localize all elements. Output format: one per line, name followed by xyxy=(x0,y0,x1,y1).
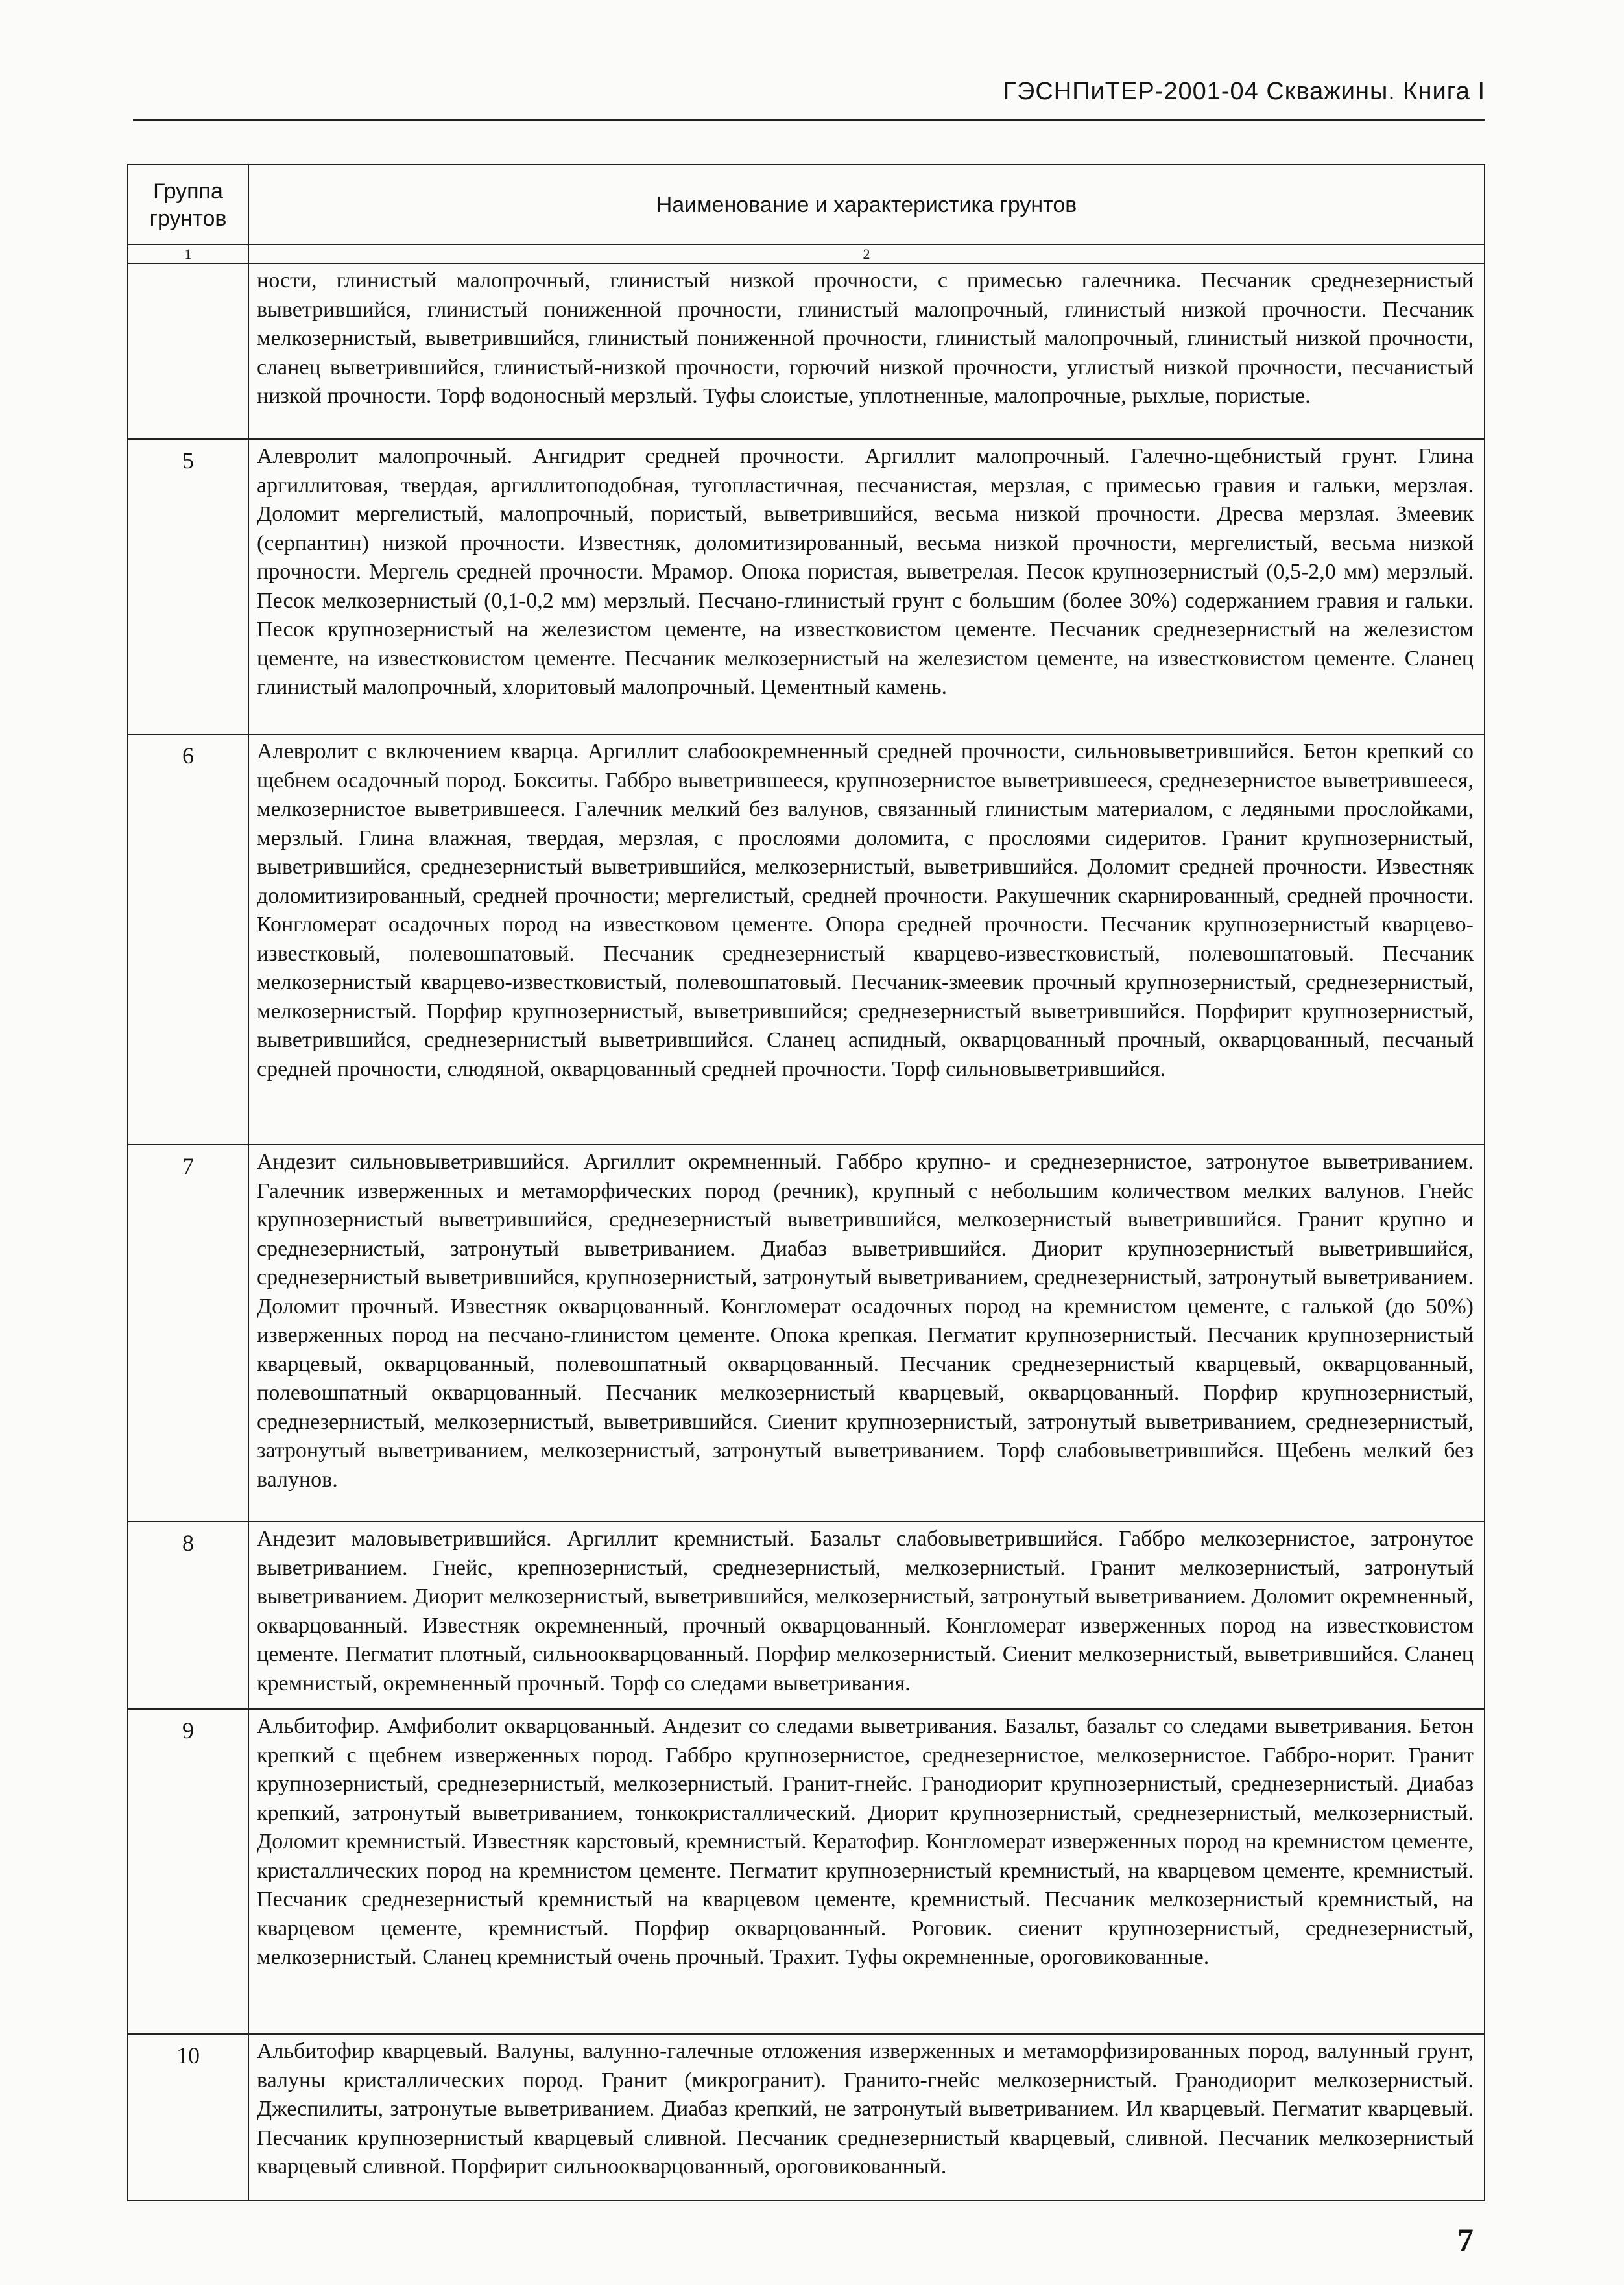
soil-description: Альбитофир. Амфиболит окварцованный. Андезит со следами выветривания. Базальт, базальт со следами выветривания. Бетон крепкий с щебнем изверженных пород. Габбро крупнозернистое, среднезернистое, мелкозернистое. Габбро-норит. Гранит крупнозернистый, среднезернистый, мелкозернистый. Гранит-гнейс. Гранодиорит крупнозернистый, среднезернистый. Диабаз крепкий, затронутый выветриванием, тонкокристаллический. Диорит крупнозернистый, среднезернистый, мелкозернистый. Доломит кремнистый. Известняк карстовый, кремнистый. Кератофир. Конгломерат изверженных пород на кремнистом цементе, кристаллических пород на кремнистом цементе. Пегматит крупнозернистый кремнистый, на кварцевом цементе, кремнистый. Песчаник среднезернистый кремнистый на кварцевом цементе, кремнистый. Песчаник мелкозернистый кремнистый, на кварцевом цементе, кремнистый. Порфир окварцованный. Роговик. сиенит крупнозернистый, среднезернистый, мелкозернистый. Сланец кремнистый очень прочный. Трахит. Туфы окремненные, ороговикованные. xyxy=(248,1709,1485,2034)
soil-description: Андезит сильновыветрившийся. Аргиллит окремненный. Габбро крупно- и среднезернистое, затронутое выветриванием. Галечник изверженных и метаморфических пород (речник), крупный с небольшим количеством мелких валунов. Гнейс крупнозернистый выветрившийся, среднезернистый выветрившийся, мелкозернистый выветрившийся. Гранит крупно и среднезернистый, затронутый выветриванием. Диабаз выветрившийся. Диорит крупнозернистый выветрившийся, среднезернистый выветрившийся, крупнозернистый, затронутый выветриванием, среднезернистый, затронутый выветриванием. Доломит прочный. Известняк окварцованный. Конгломерат осадочных пород на кремнистом цементе, с галькой (до 50%) изверженных пород на песчано-глинистом цементе. Опока крепкая. Пегматит крупнозернистый. Песчаник крупнозернистый кварцевый, окварцованный, полевошпатный окварцованный. Песчаник среднезернистый кварцевый, окварцованный, полевошпатный окварцованный. Песчаник мелкозернистый кварцевый, окварцованный. Порфир крупнозернистый, среднезернистый, мелкозернистый, выветрившийся. Сиенит крупнозернистый, затронутый выветриванием, среднезернистый, затронутый выветриванием, мелкозернистый, затронутый выветриванием. Торф слабовыветрившийся. Щебень мелкий без валунов. xyxy=(248,1145,1485,1522)
group-number: 9 xyxy=(128,1709,248,2034)
group-number: 10 xyxy=(128,2034,248,2201)
table-row xyxy=(128,263,1485,439)
soil-groups-table xyxy=(127,164,1485,2201)
group-number xyxy=(128,263,248,439)
column-header-group: Группа грунтов xyxy=(128,165,248,245)
soil-description: ности, глинистый малопрочный, глинистый низкой прочности, с примесью галечника. Песчаник среднезернистый выветрившийся, глинистый пониженной прочности, глинистый малопрочный, глинистый низкой прочности. Песчаник мелкозернистый, выветрившийся, глинистый пониженной прочности, глинистый малопрочный, глинистый низкой прочности, сланец выветрившийся, глинистый-низкой прочности, горючий низкой прочности, углистый низкой прочности, песчанистый низкой прочности. Торф водоносный мерзлый. Туфы слоистые, уплотненные, малопрочные, рыхлые, пористые. xyxy=(248,263,1485,439)
soil-description: Альбитофир кварцевый. Валуны, валунно-галечные отложения изверженных и метаморфизированных пород, валунный грунт, валуны кристаллических пород. Гранит (микрогранит). Гранито-гнейс мелкозернистый. Гранодиорит мелкозернистый. Джеспилиты, затронутые выветриванием. Диабаз крепкий, не затронутый выветриванием. Ил кварцевый. Пегматит кварцевый. Песчаник крупнозернистый кварцевый сливной. Песчаник среднезернистый кварцевый, сливной. Песчаник мелкозернистый кварцевый сливной. Порфирит сильноокварцованный, ороговикованный. xyxy=(248,2034,1485,2201)
table-row xyxy=(128,439,1485,734)
soil-description: Андезит маловыветрившийся. Аргиллит кремнистый. Базальт слабовыветрившийся. Габбро мелкозернистое, затронутое выветриванием. Гнейс, крепнозернистый, среднезернистый, мелкозернистый. Гранит мелкозернистый, затронутый выветриванием. Диорит мелкозернистый, выветрившийся, мелкозернистый, затронутый выветриванием. Доломит окремненный, окварцованный. Известняк окремненный, прочный окварцованный. Конгломерат изверженных пород на известковистом цементе. Пегматит плотный, сильноокварцованный. Порфир мелкозернистый. Сиенит мелкозернистый, выветрившийся. Сланец кремнистый, окремненный прочный. Торф со следами выветривания. xyxy=(248,1522,1485,1709)
column-number-2: 2 xyxy=(248,245,1485,263)
group-number: 6 xyxy=(128,734,248,1145)
group-number: 8 xyxy=(128,1522,248,1709)
page-number: 7 xyxy=(1457,2221,1474,2258)
table-row xyxy=(128,1145,1485,1522)
soil-description: Алевролит с включением кварца. Аргиллит слабоокремненный средней прочности, сильновыветрившийся. Бетон крепкий со щебнем осадочный пород. Бокситы. Габбро выветрившееся, крупнозернистое выветрившееся, среднезернистое выветрившееся, мелкозернистое выветрившееся. Галечник мелкий без валунов, связанный глинистым материалом, с ледяными прослойками, мерзлый. Глина влажная, твердая, мерзлая, с прослоями доломита, с прослоями сидеритов. Гранит крупнозернистый, выветрившийся, среднезернистый выветрившийся, мелкозернистый, выветрившийся. Доломит средней прочности. Известняк доломитизированный, средней прочности; мергелистый, средней прочности. Ракушечник скарнированный, средней прочности. Конгломерат осадочных пород на известковом цементе. Опора средней прочности. Песчаник крупнозернистый кварцево-известковый, полевошпатовый. Песчаник среднезернистый кварцево-известковистый, полевошпатовый. Песчаник мелкозернистый кварцево-известковистый, полевошпатовый. Песчаник-змеевик прочный крупнозернистый, среднезернистый, мелкозернистый. Порфир крупнозернистый, выветрившийся; среднезернистый выветрившийся. Порфирит крупнозернистый, выветрившийся, среднезернистый выветрившийся. Сланец аспидный, окварцованный прочный, окварцованный, песчаный средней прочности, слюдяной, окварцованный средней прочности. Торф сильновыветрившийся. xyxy=(248,734,1485,1145)
table-row xyxy=(128,1709,1485,2034)
group-number: 5 xyxy=(128,439,248,734)
table-header-row xyxy=(128,165,1485,245)
column-header-description: Наименование и характеристика грунтов xyxy=(248,165,1485,245)
table-row xyxy=(128,2034,1485,2201)
table-row xyxy=(128,1522,1485,1709)
column-number-1: 1 xyxy=(128,245,248,263)
column-number-row xyxy=(128,245,1485,263)
header-rule xyxy=(133,119,1485,121)
group-number: 7 xyxy=(128,1145,248,1522)
page-header-title: ГЭСНПиТЕР-2001-04 Скважины. Книга I xyxy=(1003,78,1485,105)
soil-description: Алевролит малопрочный. Ангидрит средней прочности. Аргиллит малопрочный. Галечно-щебнистый грунт. Глина аргиллитовая, твердая, аргиллитоподобная, тугопластичная, песчанистая, мерзлая, с примесью гравия и гальки, мерзлая. Доломит мергелистый, малопрочный, пористый, выветрившийся, весьма низкой прочности. Дресва мерзлая. Змеевик (серпантин) низкой прочности. Известняк, доломитизированный, весьма низкой прочности, мергелистый, весьма низкой прочности. Мергель средней прочности. Мрамор. Опока пористая, выветрелая. Песок крупнозернистый (0,5-2,0 мм) мерзлый. Песок мелкозернистый (0,1-0,2 мм) мерзлый. Песчано-глинистый грунт с большим (более 30%) содержанием гравия и гальки. Песок крупнозернистый на железистом цементе, на известковистом цементе. Песчаник среднезернистый на железистом цементе, на известковистом цементе. Песчаник мелкозернистый на железистом цементе, на известковистом цементе. Сланец глинистый малопрочный, хлоритовый малопрочный. Цементный камень. xyxy=(248,439,1485,734)
table-row xyxy=(128,734,1485,1145)
